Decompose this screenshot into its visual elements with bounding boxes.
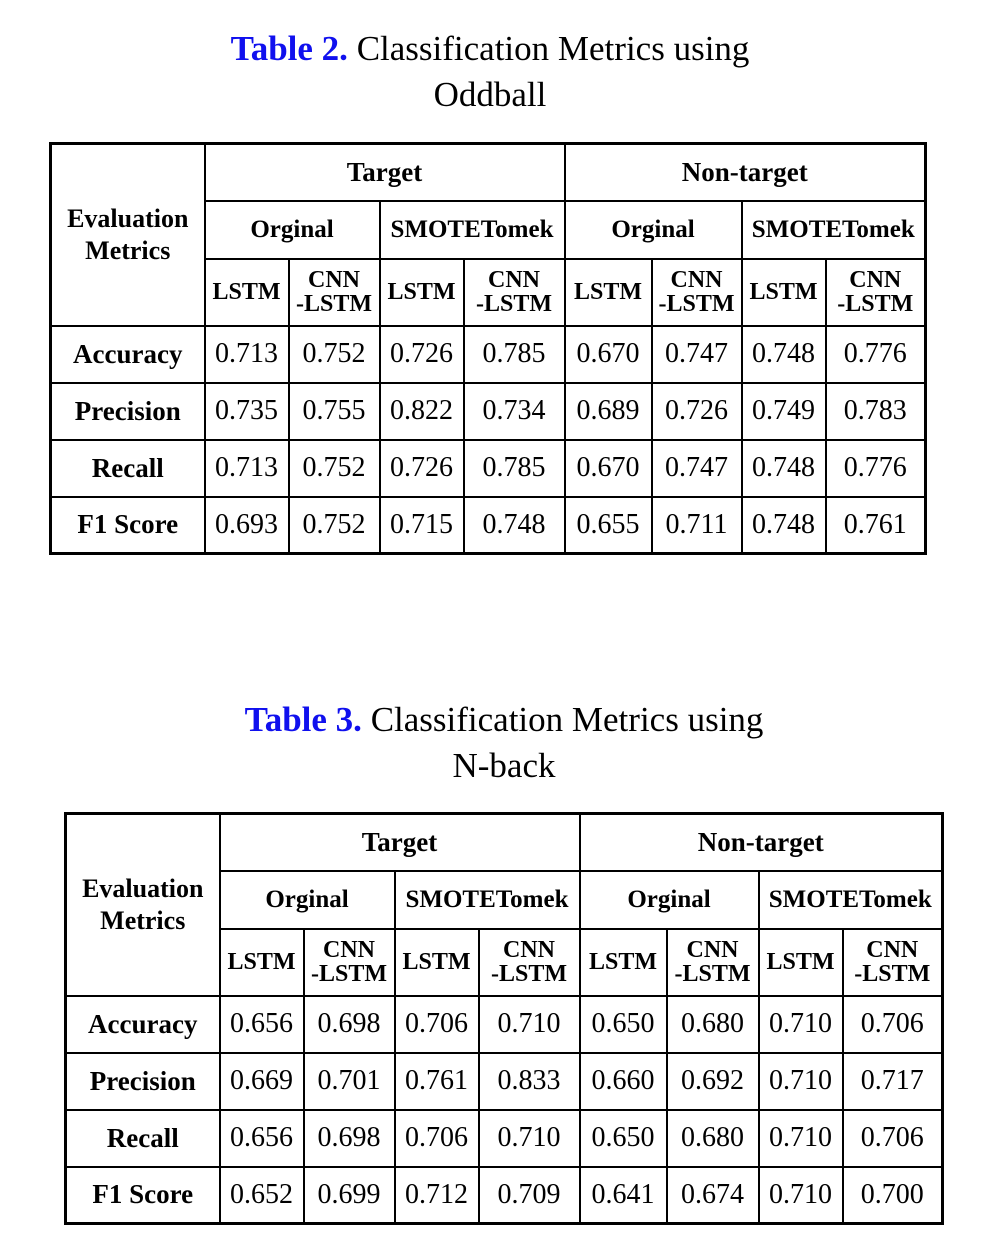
table-row (51, 383, 926, 440)
model-header: LSTM (220, 929, 304, 996)
row-label: Accuracy (51, 326, 205, 383)
model-header: LSTM (380, 259, 464, 326)
value-cell: 0.710 (759, 1167, 843, 1224)
row-label: Accuracy (66, 996, 220, 1053)
row-label: Recall (66, 1110, 220, 1167)
group-header-target: Target (220, 814, 580, 871)
subgroup-header: SMOTETomek (380, 201, 565, 259)
value-cell: 0.822 (380, 383, 464, 440)
model-header: CNN -LSTM (464, 259, 565, 326)
value-cell: 0.785 (464, 326, 565, 383)
value-cell: 0.747 (652, 326, 742, 383)
value-cell: 0.710 (759, 996, 843, 1053)
table-row (66, 1110, 943, 1167)
model-header: LSTM (742, 259, 826, 326)
table-3-caption (154, 697, 854, 789)
model-header: CNN -LSTM (667, 929, 759, 996)
value-cell: 0.655 (565, 497, 652, 554)
value-cell: 0.674 (667, 1167, 759, 1224)
value-cell: 0.698 (304, 1110, 395, 1167)
table-row (51, 440, 926, 497)
value-cell: 0.748 (464, 497, 565, 554)
value-cell: 0.726 (652, 383, 742, 440)
model-header: CNN -LSTM (826, 259, 926, 326)
value-cell: 0.715 (380, 497, 464, 554)
model-header: CNN -LSTM (289, 259, 380, 326)
value-cell: 0.699 (304, 1167, 395, 1224)
table-3-caption-text: Classification Metrics using (370, 700, 764, 739)
value-cell: 0.785 (464, 440, 565, 497)
value-cell: 0.709 (479, 1167, 580, 1224)
value-cell: 0.752 (289, 497, 380, 554)
table-row (51, 326, 926, 383)
value-cell: 0.706 (395, 996, 479, 1053)
table-2-caption-text: Classification Metrics using (356, 29, 750, 68)
table-3-group-header-row (66, 814, 943, 871)
model-header: LSTM (565, 259, 652, 326)
table-2-caption (140, 26, 840, 118)
value-cell: 0.660 (580, 1053, 667, 1110)
row-label: Precision (66, 1053, 220, 1110)
value-cell: 0.752 (289, 440, 380, 497)
value-cell: 0.706 (843, 1110, 943, 1167)
subgroup-header: SMOTETomek (742, 201, 926, 259)
value-cell: 0.656 (220, 996, 304, 1053)
value-cell: 0.748 (742, 497, 826, 554)
table-2-caption-line2: Oddball (433, 75, 547, 114)
value-cell: 0.726 (380, 440, 464, 497)
value-cell: 0.693 (205, 497, 289, 554)
table-3-caption-label: Table 3. (244, 700, 362, 739)
table-2 (49, 142, 927, 555)
value-cell: 0.710 (479, 1110, 580, 1167)
value-cell: 0.710 (479, 996, 580, 1053)
table-2-caption-label: Table 2. (230, 29, 348, 68)
value-cell: 0.713 (205, 440, 289, 497)
model-header: CNN -LSTM (304, 929, 395, 996)
value-cell: 0.670 (565, 440, 652, 497)
group-header-non-target: Non-target (565, 144, 926, 201)
table-row (51, 497, 926, 554)
value-cell: 0.735 (205, 383, 289, 440)
value-cell: 0.650 (580, 996, 667, 1053)
value-cell: 0.670 (565, 326, 652, 383)
value-cell: 0.761 (395, 1053, 479, 1110)
value-cell: 0.776 (826, 440, 926, 497)
table-3 (64, 812, 944, 1225)
value-cell: 0.748 (742, 440, 826, 497)
model-header: LSTM (580, 929, 667, 996)
value-cell: 0.783 (826, 383, 926, 440)
model-header: LSTM (205, 259, 289, 326)
subgroup-header: SMOTETomek (395, 871, 580, 929)
table-2-group-header-row (51, 144, 926, 201)
value-cell: 0.650 (580, 1110, 667, 1167)
value-cell: 0.726 (380, 326, 464, 383)
value-cell: 0.755 (289, 383, 380, 440)
value-cell: 0.833 (479, 1053, 580, 1110)
table-row (66, 1053, 943, 1110)
evaluation-metrics-header: Evaluation Metrics (66, 814, 220, 996)
row-label: Recall (51, 440, 205, 497)
value-cell: 0.712 (395, 1167, 479, 1224)
subgroup-header: Orginal (205, 201, 380, 259)
value-cell: 0.734 (464, 383, 565, 440)
value-cell: 0.680 (667, 1110, 759, 1167)
value-cell: 0.761 (826, 497, 926, 554)
value-cell: 0.652 (220, 1167, 304, 1224)
value-cell: 0.710 (759, 1053, 843, 1110)
subgroup-header: Orginal (565, 201, 742, 259)
table-3-caption-line2: N-back (452, 746, 556, 785)
value-cell: 0.701 (304, 1053, 395, 1110)
value-cell: 0.717 (843, 1053, 943, 1110)
value-cell: 0.749 (742, 383, 826, 440)
value-cell: 0.752 (289, 326, 380, 383)
value-cell: 0.700 (843, 1167, 943, 1224)
row-label: F1 Score (51, 497, 205, 554)
table-row (66, 996, 943, 1053)
value-cell: 0.698 (304, 996, 395, 1053)
model-header: CNN -LSTM (652, 259, 742, 326)
value-cell: 0.669 (220, 1053, 304, 1110)
group-header-target: Target (205, 144, 565, 201)
value-cell: 0.711 (652, 497, 742, 554)
model-header: LSTM (759, 929, 843, 996)
row-label: Precision (51, 383, 205, 440)
evaluation-metrics-header: Evaluation Metrics (51, 144, 205, 326)
value-cell: 0.641 (580, 1167, 667, 1224)
value-cell: 0.710 (759, 1110, 843, 1167)
value-cell: 0.692 (667, 1053, 759, 1110)
value-cell: 0.656 (220, 1110, 304, 1167)
value-cell: 0.748 (742, 326, 826, 383)
model-header: CNN -LSTM (479, 929, 580, 996)
model-header: LSTM (395, 929, 479, 996)
value-cell: 0.713 (205, 326, 289, 383)
value-cell: 0.776 (826, 326, 926, 383)
subgroup-header: Orginal (220, 871, 395, 929)
table-row (66, 1167, 943, 1224)
model-header: CNN -LSTM (843, 929, 943, 996)
value-cell: 0.706 (395, 1110, 479, 1167)
value-cell: 0.747 (652, 440, 742, 497)
value-cell: 0.706 (843, 996, 943, 1053)
value-cell: 0.680 (667, 996, 759, 1053)
value-cell: 0.689 (565, 383, 652, 440)
subgroup-header: Orginal (580, 871, 759, 929)
group-header-non-target: Non-target (580, 814, 943, 871)
subgroup-header: SMOTETomek (759, 871, 943, 929)
row-label: F1 Score (66, 1167, 220, 1224)
